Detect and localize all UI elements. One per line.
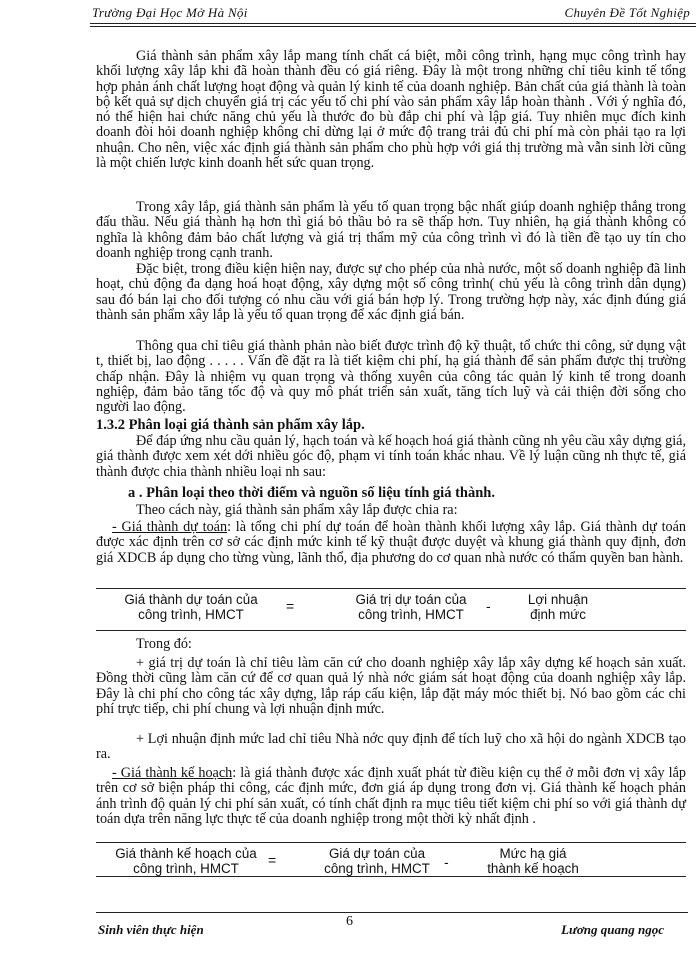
formula2-left-line1: Giá thành kế hoạch của	[115, 846, 257, 861]
formula2-middle	[292, 846, 462, 876]
paragraph-5-text: Để đáp ứng nhu cầu quản lý, hạch toán và kế hoạch hoá giá thành cũng nh yêu cầu xây dựng giá, giá thành được xem xét dới nhiều góc độ, phạm vi tính toán khác nhau. Về lý luận cũng nh thực tế, giá thành được chia thành nhiều loại nh sau:	[96, 433, 686, 480]
paragraph-7	[96, 520, 686, 566]
subsection-heading: a . Phân loại theo thời điểm và nguồn số liệu tính giá thành.	[128, 485, 495, 501]
formula2-bottom-rule	[96, 876, 686, 877]
formula2-equals: =	[268, 852, 277, 868]
paragraph-3-text: Đặc biệt, trong điều kiện hiện nay, được sự cho phép của nhà nước, một số doanh nghiệp đã linh hoạt, chủ động đa dạng hoá hoạt động, xây dựng một số công trình( chủ yếu là công trình dân dụng) sau đó bán lại cho đối tượng có nhu cầu với giá bán hợp lý. Trong trường hợp này, xác định đúng giá thành sản phẩm xây lắp là yếu tố quan trọng để xác định giá bán.	[96, 261, 686, 323]
formula2-left-line2: công trình, HMCT	[133, 861, 239, 876]
footer-rule	[96, 912, 688, 913]
formula1-equals: =	[286, 598, 295, 614]
formula2-mid-line2: công trình, HMCT	[324, 861, 430, 876]
header-school: Trường Đại Học Mở Hà Nội	[92, 5, 248, 20]
paragraph-4	[96, 339, 686, 415]
formula1-middle	[316, 592, 506, 622]
paragraph-10	[96, 732, 686, 763]
paragraph-3	[96, 262, 686, 323]
formula-bottom-rule	[96, 630, 686, 631]
paragraph-2-text: Trong xây lắp, giá thành sản phẩm là yếu tố quan trọng bậc nhất giúp doanh nghiệp thắng trong đấu thầu. Nếu giá thành hạ hơn thì giá bỏ thầu bỏ ra sẽ thấp hơn. Tuy nhiên, hạ giá thành không có nghĩa là không đảm bảo chất lượng và giá trị thẩm mỹ của công trình vì đó là tiền đề tạo uy tín cho doanh nghiệp trong cạnh tranh.	[96, 199, 686, 261]
formula2-right-line2: thành kế hoạch	[487, 861, 579, 876]
section-title: 1.3.2 Phân loại giá thành sản phẩm xây lắp.	[96, 417, 365, 433]
formula2-left	[96, 846, 276, 876]
paragraph-5	[96, 434, 686, 480]
page-header	[90, 0, 696, 30]
paragraph-10-text: + Lợi nhuận định mức lad chỉ tiêu Nhà nớc quy định để tích luỹ cho xã hội do ngành XDCB tạo ra.	[96, 731, 686, 763]
header-rule	[90, 23, 696, 24]
formula1-left	[96, 592, 286, 622]
header-rule-thin	[90, 26, 696, 27]
header-title: Chuyên Đề Tốt Nghiệp	[564, 5, 690, 20]
paragraph-6	[96, 503, 686, 518]
formula2-top-rule	[96, 842, 686, 843]
paragraph-9	[96, 656, 686, 717]
paragraph-7-text: : là tổng chi phí dự toán để hoàn thành khối lượng xây lắp. Giá thành dự toán được xác định trên cơ sở các định mức kinh tế kỹ thuật được duyệt và khung giá thành quy định, đơn giá XDCB áp dụng cho từng vùng, lãnh thổ, địa phương do cơ quan nhà nước có thẩm quyền ban hành.	[96, 519, 686, 566]
formula2-right-line1: Mức hạ giá	[499, 846, 567, 861]
paragraph-4-text: Thông qua chỉ tiêu giá thành phản nào biết được trình độ kỹ thuật, tổ chức thi công, sử dụng vật t, thiết bị, lao động . . . . . Vấn đề đặt ra là tiết kiệm chi phí, hạ giá thành để sản phẩm được thị trường chấp nhận. Đây là nhiệm vụ quan trọng và thống xuyên của công tác quản lý kinh tế trong doanh nghiệp, đảm bảo tăng tốc độ và quy mô phát triển sản xuất, tăng tích luỹ và cải thiện đời sống cho người lao động.	[96, 338, 686, 416]
formula2-right	[458, 846, 608, 876]
term-planned-cost: - Giá thành kế hoạch	[112, 765, 233, 781]
paragraph-11	[96, 766, 686, 827]
formula1-right-line1: Lợi nhuận	[527, 592, 589, 607]
footer-student-label: Sinh viên thực hiện	[98, 922, 204, 937]
formula-estimate-cost	[96, 588, 686, 632]
formula1-right-line2: định mức	[530, 607, 586, 622]
paragraph-8	[96, 637, 686, 652]
paragraph-1	[96, 49, 686, 171]
formula1-mid-line1: Giá trị dự toán của	[355, 592, 467, 607]
paragraph-1-text: Giá thành sản phẩm xây lắp mang tính chất cá biệt, mỗi công trình, hạng mục công trình hay khối lượng xây lắp khi đã hoàn thành đều có giá riêng. Đây là một trong những chỉ tiêu kinh tế tổng hợp phản ánh chất lượng hoạt động và quản lý kinh tế của doanh nghiệp. Bản chất của giá thành là toàn bộ kết quả sự dịch chuyển giá trị các yếu tố chi phí vào sản phẩm xây lắp hoàn thành . Với ý nghĩa đó, nó thể hiện hai chức năng chủ yếu là thước đo bù đắp chi phí và lập giá. Tuy nhiên mục đích kinh doanh đòi hỏi doanh nghiệp không chỉ dừng lại ở mức độ trang trải đủ chi phí mà còn phải tạo ra lợi nhuận. Cho nên, việc xác định giá thành sản phẩm cho phù hợp với giá thị trường mà vẫn sinh lời cũng là một chiến lược kinh doanh hết sức quan trọng.	[96, 48, 686, 172]
paragraph-6-text: Theo cách này, giá thành sản phẩm xây lắp được chia ra:	[136, 502, 458, 518]
formula-planned-cost	[96, 842, 686, 878]
formula1-mid-line2: công trình, HMCT	[358, 607, 464, 622]
formula1-right	[508, 592, 608, 622]
page-footer	[96, 912, 688, 952]
page-number: 6	[346, 914, 353, 929]
paragraph-8-text: Trong đó:	[136, 636, 192, 652]
formula2-mid-line1: Giá dự toán của	[328, 846, 426, 861]
term-estimate-cost: - Giá thành dự toán	[112, 519, 228, 535]
paragraph-9-text: + giá trị dự toán là chỉ tiêu làm căn cứ cho doanh nghiệp xây lắp xây dựng kế hoạch sản xuất. Đồng thời cũng làm căn cứ để cơ quan quả lý nhà nớc giám sát hoạt động của doanh nghiệp xây lắp. Đây là chi phí cho công tác xây dựng, lắp ráp cấu kiện, lắp đặt máy móc thiết bị. Nó bao gồm các chi phí trực tiếp, chi phí chung và lợi nhuận định mức.	[96, 655, 686, 717]
formula1-left-line1: Giá thành dự toán của	[124, 592, 258, 607]
formula1-left-line2: công trình, HMCT	[138, 607, 244, 622]
formula1-minus: -	[486, 598, 491, 614]
formula2-minus: -	[444, 854, 449, 870]
paragraph-11-text: : là giá thành được xác định xuất phát từ điều kiện cụ thể ở mỗi đơn vị xây lắp trên cơ sở biện pháp thi công, các định mức, đơn giá áp dụng trong đơn vị. Giá thành kế hoạch phản ánh trình độ quản lý chi phí sản xuất, có tính chất định ra mục tiêu tiết kiệm chi phí so với giá thành dự toán dựa trên năng lực thực tế của doanh nghiệp trong một thời kỳ nhất định .	[96, 765, 687, 827]
footer-student-name: Lương quang ngọc	[561, 922, 664, 937]
paragraph-2	[96, 200, 686, 261]
formula-top-rule	[96, 588, 686, 589]
